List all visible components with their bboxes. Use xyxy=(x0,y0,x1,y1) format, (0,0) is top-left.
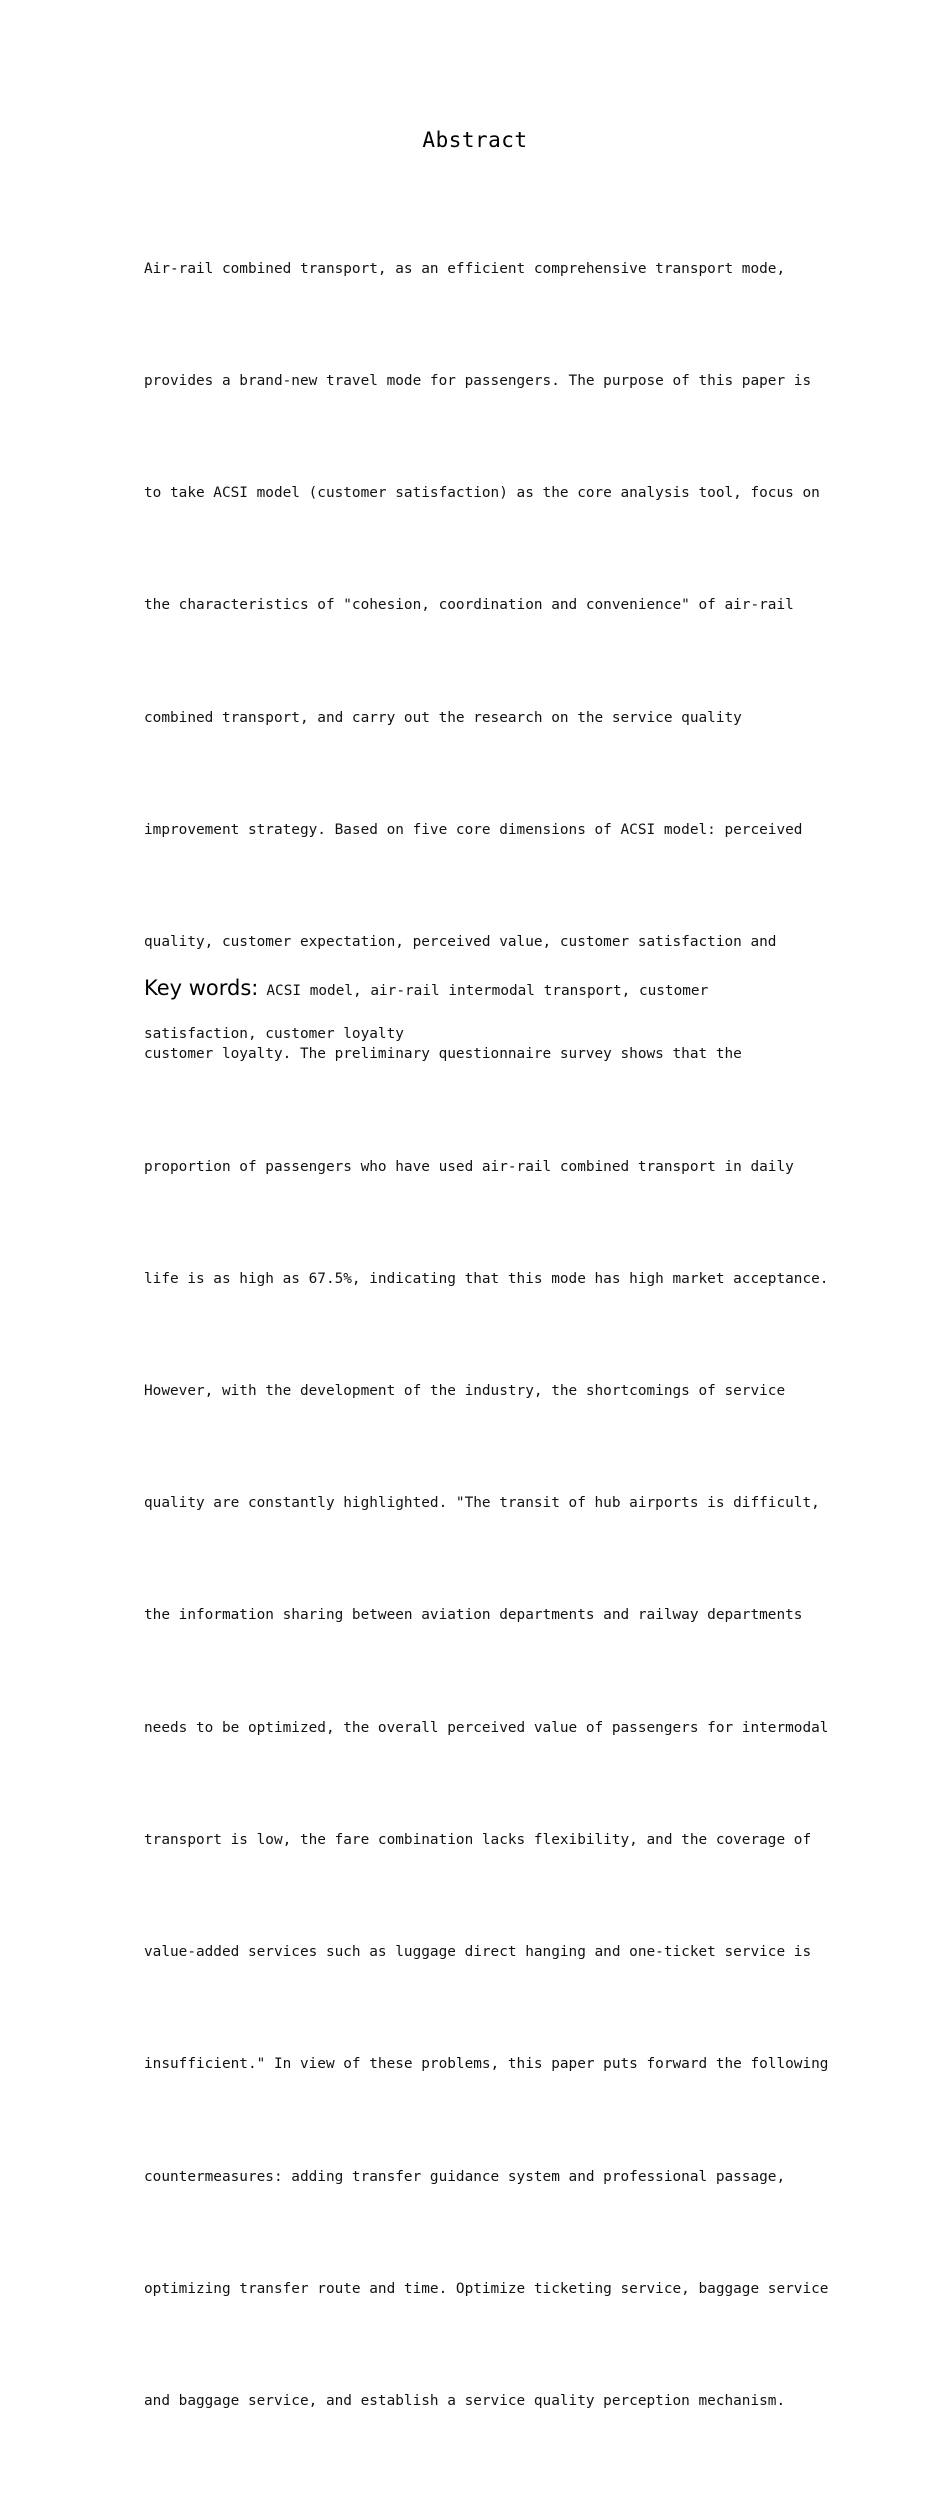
abstract-line: life is as high as 67.5%, indicating that this mode has high market acceptance. xyxy=(144,1270,829,1287)
abstract-line: proportion of passengers who have used air-rail combined transport in daily xyxy=(144,1158,794,1175)
abstract-line: provides a brand-new travel mode for passengers. The purpose of this paper is xyxy=(144,373,812,390)
abstract-line: quality, customer expectation, perceived value, customer satisfaction and xyxy=(144,934,777,951)
abstract-line: However, with the development of the industry, the shortcomings of service xyxy=(144,1383,786,1399)
abstract-line: to take ACSI model (customer satisfaction) as the core analysis tool, focus on xyxy=(144,485,820,502)
abstract-line: needs to be optimized, the overall perceived value of passengers for intermodal xyxy=(144,1719,829,1736)
keywords-text: ACSI model, air-rail intermodal transport, customer xyxy=(266,983,709,999)
keywords-text-continued: satisfaction, customer loyalty xyxy=(144,1026,404,1042)
abstract-line: combined transport, and carry out the research on the service quality xyxy=(144,709,742,726)
abstract-line: the characteristics of "cohesion, coordination and convenience" of air-rail xyxy=(144,597,794,614)
abstract-line: optimizing transfer route and time. Optimize ticketing service, baggage service xyxy=(144,2280,829,2297)
abstract-line: quality are constantly highlighted. "The transit of hub airports is difficult, xyxy=(144,1495,820,1512)
abstract-line: improvement strategy. Based on five core dimensions of ACSI model: perceived xyxy=(144,821,803,838)
abstract-line: insufficient." In view of these problems, this paper puts forward the following xyxy=(144,2056,829,2073)
abstract-line: and baggage service, and establish a service quality perception mechanism. xyxy=(144,2392,786,2409)
abstract-line: Air-rail combined transport, as an efficient comprehensive transport mode, xyxy=(144,260,786,277)
abstract-title: Abstract xyxy=(422,128,528,152)
abstract-line: the information sharing between aviation departments and railway departments xyxy=(144,1607,803,1624)
abstract-line: customer loyalty. The preliminary questionnaire survey shows that the xyxy=(144,1046,742,1063)
abstract-line: value-added services such as luggage direct hanging and one-ticket service is xyxy=(144,1944,812,1961)
abstract-body xyxy=(144,176,829,2495)
abstract-line: transport is low, the fare combination lacks flexibility, and the coverage of xyxy=(144,1831,812,1848)
keywords-label: Key words: xyxy=(144,976,259,1000)
abstract-line: countermeasures: adding transfer guidance system and professional passage, xyxy=(144,2168,786,2185)
keywords-section xyxy=(144,968,816,1054)
